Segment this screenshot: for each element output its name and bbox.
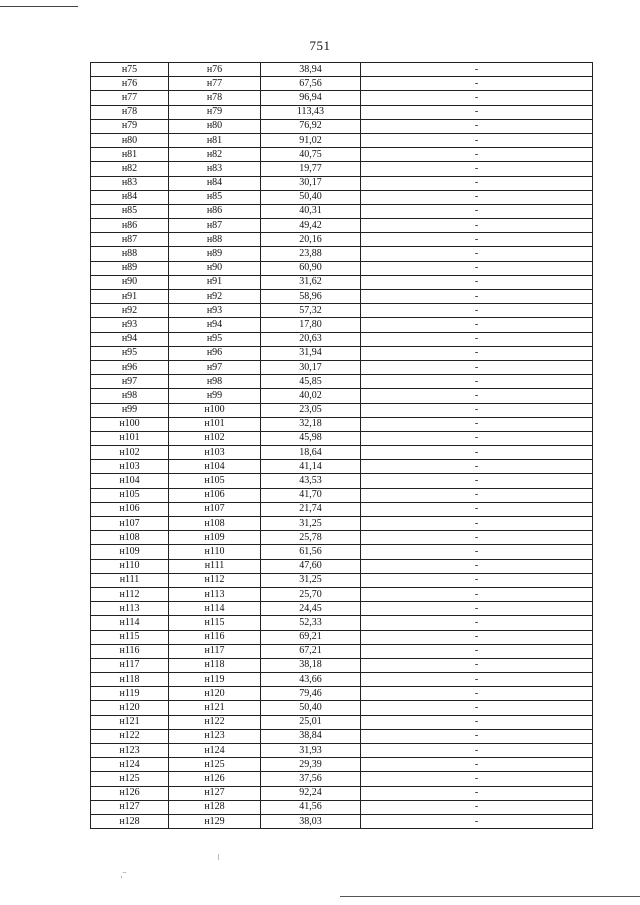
point-to-cell: н80: [169, 119, 261, 133]
note-cell: -: [361, 786, 593, 800]
note-cell: -: [361, 602, 593, 616]
length-cell: 41,14: [261, 460, 361, 474]
table-row: [91, 658, 593, 672]
point-to-cell: н120: [169, 687, 261, 701]
note-cell: -: [361, 190, 593, 204]
length-cell: 38,03: [261, 814, 361, 828]
point-to-cell: н86: [169, 204, 261, 218]
point-to-cell: н105: [169, 474, 261, 488]
point-to-cell: н113: [169, 587, 261, 601]
table-row: [91, 233, 593, 247]
point-from-cell: н81: [91, 148, 169, 162]
length-cell: 50,40: [261, 190, 361, 204]
note-cell: -: [361, 573, 593, 587]
point-to-cell: н96: [169, 346, 261, 360]
length-cell: 38,18: [261, 658, 361, 672]
length-cell: 40,31: [261, 204, 361, 218]
length-cell: 40,75: [261, 148, 361, 162]
point-to-cell: н111: [169, 559, 261, 573]
table-row: [91, 602, 593, 616]
table-row: [91, 417, 593, 431]
point-from-cell: н96: [91, 360, 169, 374]
length-cell: 23,05: [261, 403, 361, 417]
point-to-cell: н127: [169, 786, 261, 800]
point-from-cell: н87: [91, 233, 169, 247]
note-cell: -: [361, 673, 593, 687]
point-from-cell: н97: [91, 375, 169, 389]
point-to-cell: н118: [169, 658, 261, 672]
table-row: [91, 758, 593, 772]
table-row: [91, 119, 593, 133]
table-row: [91, 446, 593, 460]
point-to-cell: н78: [169, 91, 261, 105]
point-from-cell: н98: [91, 389, 169, 403]
length-cell: 69,21: [261, 630, 361, 644]
note-cell: -: [361, 744, 593, 758]
point-from-cell: н125: [91, 772, 169, 786]
table-row: [91, 318, 593, 332]
point-to-cell: н117: [169, 644, 261, 658]
note-cell: -: [361, 431, 593, 445]
point-from-cell: н95: [91, 346, 169, 360]
table-row: [91, 729, 593, 743]
point-to-cell: н128: [169, 800, 261, 814]
point-to-cell: н108: [169, 517, 261, 531]
table-row: [91, 275, 593, 289]
point-to-cell: н123: [169, 729, 261, 743]
point-from-cell: н78: [91, 105, 169, 119]
point-from-cell: н99: [91, 403, 169, 417]
point-to-cell: н109: [169, 531, 261, 545]
point-from-cell: н108: [91, 531, 169, 545]
length-cell: 91,02: [261, 133, 361, 147]
table-row: [91, 77, 593, 91]
note-cell: -: [361, 474, 593, 488]
point-from-cell: н85: [91, 204, 169, 218]
table-row: [91, 204, 593, 218]
table-row: [91, 531, 593, 545]
point-to-cell: н104: [169, 460, 261, 474]
point-from-cell: н122: [91, 729, 169, 743]
note-cell: -: [361, 219, 593, 233]
point-from-cell: н121: [91, 715, 169, 729]
length-cell: 31,94: [261, 346, 361, 360]
note-cell: -: [361, 687, 593, 701]
length-cell: 52,33: [261, 616, 361, 630]
length-cell: 40,02: [261, 389, 361, 403]
note-cell: -: [361, 517, 593, 531]
length-cell: 47,60: [261, 559, 361, 573]
point-to-cell: н107: [169, 502, 261, 516]
length-cell: 61,56: [261, 545, 361, 559]
point-from-cell: н86: [91, 219, 169, 233]
length-cell: 21,74: [261, 502, 361, 516]
point-to-cell: н91: [169, 275, 261, 289]
note-cell: -: [361, 814, 593, 828]
page-number: 751: [309, 38, 331, 53]
note-cell: -: [361, 105, 593, 119]
table-row: [91, 91, 593, 105]
point-to-cell: н79: [169, 105, 261, 119]
scan-edge-line-bottom: [340, 896, 640, 897]
point-to-cell: н99: [169, 389, 261, 403]
point-from-cell: н90: [91, 275, 169, 289]
point-from-cell: н79: [91, 119, 169, 133]
table-row: [91, 545, 593, 559]
point-from-cell: н88: [91, 247, 169, 261]
note-cell: -: [361, 233, 593, 247]
table-row: [91, 346, 593, 360]
length-cell: 24,45: [261, 602, 361, 616]
length-cell: 96,94: [261, 91, 361, 105]
length-cell: 58,96: [261, 290, 361, 304]
table-row: [91, 219, 593, 233]
note-cell: -: [361, 389, 593, 403]
table-row: [91, 247, 593, 261]
note-cell: -: [361, 176, 593, 190]
point-from-cell: н101: [91, 431, 169, 445]
note-cell: -: [361, 587, 593, 601]
point-from-cell: н116: [91, 644, 169, 658]
length-cell: 57,32: [261, 304, 361, 318]
point-to-cell: н110: [169, 545, 261, 559]
length-cell: 31,93: [261, 744, 361, 758]
length-cell: 43,66: [261, 673, 361, 687]
table-row: [91, 63, 593, 77]
point-from-cell: н128: [91, 814, 169, 828]
length-cell: 41,70: [261, 488, 361, 502]
length-cell: 67,21: [261, 644, 361, 658]
length-cell: 79,46: [261, 687, 361, 701]
note-cell: -: [361, 290, 593, 304]
point-to-cell: н83: [169, 162, 261, 176]
point-from-cell: н107: [91, 517, 169, 531]
point-from-cell: н94: [91, 332, 169, 346]
table-row: [91, 687, 593, 701]
point-to-cell: н90: [169, 261, 261, 275]
point-from-cell: н105: [91, 488, 169, 502]
point-to-cell: н81: [169, 133, 261, 147]
table-row: [91, 290, 593, 304]
point-to-cell: н121: [169, 701, 261, 715]
point-from-cell: н115: [91, 630, 169, 644]
length-cell: 30,17: [261, 360, 361, 374]
note-cell: -: [361, 63, 593, 77]
length-cell: 60,90: [261, 261, 361, 275]
note-cell: -: [361, 644, 593, 658]
length-cell: 25,70: [261, 587, 361, 601]
point-from-cell: н89: [91, 261, 169, 275]
length-cell: 23,88: [261, 247, 361, 261]
length-cell: 92,24: [261, 786, 361, 800]
note-cell: -: [361, 375, 593, 389]
point-from-cell: н80: [91, 133, 169, 147]
table-row: [91, 148, 593, 162]
length-cell: 18,64: [261, 446, 361, 460]
note-cell: -: [361, 559, 593, 573]
point-to-cell: н92: [169, 290, 261, 304]
length-cell: 38,84: [261, 729, 361, 743]
note-cell: -: [361, 275, 593, 289]
point-to-cell: н100: [169, 403, 261, 417]
point-from-cell: н126: [91, 786, 169, 800]
point-from-cell: н100: [91, 417, 169, 431]
table-row: [91, 133, 593, 147]
note-cell: -: [361, 701, 593, 715]
length-cell: 45,85: [261, 375, 361, 389]
table-row: [91, 673, 593, 687]
point-from-cell: н109: [91, 545, 169, 559]
note-cell: -: [361, 304, 593, 318]
point-from-cell: н113: [91, 602, 169, 616]
table-row: [91, 814, 593, 828]
point-to-cell: н77: [169, 77, 261, 91]
point-to-cell: н76: [169, 63, 261, 77]
length-cell: 50,40: [261, 701, 361, 715]
table-row: [91, 360, 593, 374]
note-cell: -: [361, 204, 593, 218]
length-cell: 31,62: [261, 275, 361, 289]
point-from-cell: н75: [91, 63, 169, 77]
point-to-cell: н102: [169, 431, 261, 445]
table-row: [91, 176, 593, 190]
point-from-cell: н106: [91, 502, 169, 516]
note-cell: -: [361, 318, 593, 332]
note-cell: -: [361, 729, 593, 743]
point-to-cell: н124: [169, 744, 261, 758]
point-to-cell: н85: [169, 190, 261, 204]
point-from-cell: н91: [91, 290, 169, 304]
point-from-cell: н112: [91, 587, 169, 601]
point-from-cell: н120: [91, 701, 169, 715]
point-to-cell: н89: [169, 247, 261, 261]
point-to-cell: н84: [169, 176, 261, 190]
point-to-cell: н114: [169, 602, 261, 616]
point-from-cell: н93: [91, 318, 169, 332]
length-cell: 19,77: [261, 162, 361, 176]
scan-edge-line-top: [0, 6, 78, 7]
table-row: [91, 375, 593, 389]
length-cell: 38,94: [261, 63, 361, 77]
table-row: [91, 261, 593, 275]
table-row: [91, 772, 593, 786]
note-cell: -: [361, 417, 593, 431]
point-to-cell: н93: [169, 304, 261, 318]
note-cell: -: [361, 460, 593, 474]
point-to-cell: н119: [169, 673, 261, 687]
note-cell: -: [361, 133, 593, 147]
table-row: [91, 332, 593, 346]
length-cell: 45,98: [261, 431, 361, 445]
point-to-cell: н103: [169, 446, 261, 460]
point-to-cell: н88: [169, 233, 261, 247]
table-row: [91, 616, 593, 630]
point-to-cell: н116: [169, 630, 261, 644]
note-cell: -: [361, 360, 593, 374]
length-cell: 49,42: [261, 219, 361, 233]
note-cell: -: [361, 346, 593, 360]
table-row: [91, 786, 593, 800]
point-to-cell: н94: [169, 318, 261, 332]
note-cell: -: [361, 531, 593, 545]
table-row: [91, 431, 593, 445]
point-from-cell: н123: [91, 744, 169, 758]
length-cell: 25,01: [261, 715, 361, 729]
table-row: [91, 304, 593, 318]
point-to-cell: н87: [169, 219, 261, 233]
table-row: [91, 630, 593, 644]
point-to-cell: н106: [169, 488, 261, 502]
table-row: [91, 105, 593, 119]
point-from-cell: н114: [91, 616, 169, 630]
boundary-points-table: [90, 62, 593, 829]
note-cell: -: [361, 91, 593, 105]
point-from-cell: н118: [91, 673, 169, 687]
note-cell: -: [361, 715, 593, 729]
note-cell: -: [361, 630, 593, 644]
note-cell: -: [361, 148, 593, 162]
table-row: [91, 460, 593, 474]
point-from-cell: н127: [91, 800, 169, 814]
length-cell: 31,25: [261, 517, 361, 531]
point-to-cell: н126: [169, 772, 261, 786]
table-row: [91, 389, 593, 403]
table-body: [91, 63, 593, 829]
point-from-cell: н119: [91, 687, 169, 701]
table-row: [91, 744, 593, 758]
length-cell: 113,43: [261, 105, 361, 119]
point-to-cell: н101: [169, 417, 261, 431]
note-cell: -: [361, 446, 593, 460]
point-from-cell: н84: [91, 190, 169, 204]
table-row: [91, 162, 593, 176]
length-cell: 30,17: [261, 176, 361, 190]
point-to-cell: н125: [169, 758, 261, 772]
table-row: [91, 715, 593, 729]
scan-speck: [218, 854, 219, 860]
table-row: [91, 559, 593, 573]
note-cell: -: [361, 247, 593, 261]
length-cell: 25,78: [261, 531, 361, 545]
point-from-cell: н82: [91, 162, 169, 176]
note-cell: -: [361, 758, 593, 772]
table-row: [91, 517, 593, 531]
note-cell: -: [361, 488, 593, 502]
length-cell: 67,56: [261, 77, 361, 91]
point-to-cell: н95: [169, 332, 261, 346]
point-to-cell: н82: [169, 148, 261, 162]
note-cell: -: [361, 772, 593, 786]
point-from-cell: н83: [91, 176, 169, 190]
table-row: [91, 403, 593, 417]
point-from-cell: н103: [91, 460, 169, 474]
point-to-cell: н115: [169, 616, 261, 630]
note-cell: -: [361, 162, 593, 176]
length-cell: 32,18: [261, 417, 361, 431]
length-cell: 37,56: [261, 772, 361, 786]
point-from-cell: н102: [91, 446, 169, 460]
table-row: [91, 488, 593, 502]
point-from-cell: н92: [91, 304, 169, 318]
note-cell: -: [361, 332, 593, 346]
point-from-cell: н111: [91, 573, 169, 587]
point-to-cell: н97: [169, 360, 261, 374]
point-to-cell: н129: [169, 814, 261, 828]
table-row: [91, 701, 593, 715]
table-row: [91, 587, 593, 601]
point-to-cell: н98: [169, 375, 261, 389]
length-cell: 43,53: [261, 474, 361, 488]
length-cell: 20,16: [261, 233, 361, 247]
note-cell: -: [361, 545, 593, 559]
note-cell: -: [361, 502, 593, 516]
point-to-cell: н122: [169, 715, 261, 729]
point-from-cell: н76: [91, 77, 169, 91]
note-cell: -: [361, 261, 593, 275]
length-cell: 20,63: [261, 332, 361, 346]
point-from-cell: н77: [91, 91, 169, 105]
length-cell: 17,80: [261, 318, 361, 332]
point-from-cell: н104: [91, 474, 169, 488]
table-row: [91, 573, 593, 587]
note-cell: -: [361, 658, 593, 672]
length-cell: 31,25: [261, 573, 361, 587]
point-from-cell: н117: [91, 658, 169, 672]
table-row: [91, 502, 593, 516]
length-cell: 41,56: [261, 800, 361, 814]
note-cell: -: [361, 616, 593, 630]
table-row: [91, 474, 593, 488]
table-row: [91, 800, 593, 814]
note-cell: -: [361, 119, 593, 133]
scan-speck-bottom: ·‾: [120, 872, 126, 882]
point-from-cell: н110: [91, 559, 169, 573]
table-row: [91, 190, 593, 204]
note-cell: -: [361, 77, 593, 91]
point-to-cell: н112: [169, 573, 261, 587]
note-cell: -: [361, 403, 593, 417]
length-cell: 76,92: [261, 119, 361, 133]
point-from-cell: н124: [91, 758, 169, 772]
table-row: [91, 644, 593, 658]
length-cell: 29,39: [261, 758, 361, 772]
note-cell: -: [361, 800, 593, 814]
